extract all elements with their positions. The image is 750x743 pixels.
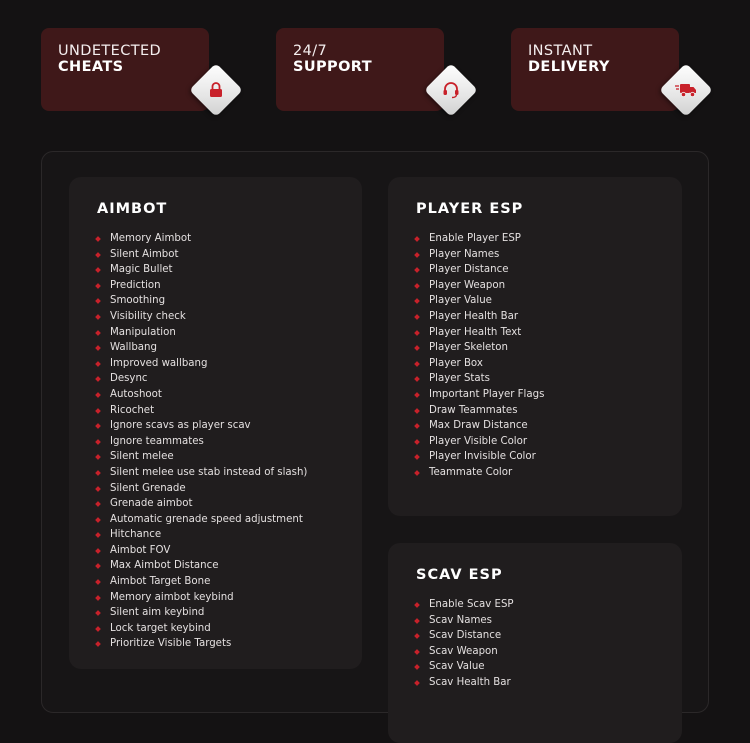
feature-list-item bbox=[96, 356, 307, 372]
bullet-icon bbox=[95, 392, 101, 398]
feature-label: Max Draw Distance bbox=[429, 420, 528, 432]
feature-list-item bbox=[96, 278, 307, 294]
bullet-icon bbox=[414, 423, 420, 429]
bullet-icon bbox=[95, 548, 101, 554]
bullet-icon bbox=[95, 532, 101, 538]
feature-list-item bbox=[415, 356, 544, 372]
feature-label: Important Player Flags bbox=[429, 388, 545, 400]
bullet-icon bbox=[414, 602, 420, 608]
feature-list-item bbox=[96, 325, 307, 341]
bullet-icon bbox=[95, 595, 101, 601]
feature-label: Aimbot Target Bone bbox=[110, 576, 211, 588]
feature-list-item bbox=[96, 558, 307, 574]
bullet-icon bbox=[95, 283, 101, 289]
feature-list-item bbox=[415, 387, 544, 403]
feature-label: Draw Teammates bbox=[429, 404, 518, 416]
bullet-icon bbox=[95, 517, 101, 523]
bullet-icon bbox=[414, 252, 420, 258]
feature-label: Player Health Bar bbox=[429, 310, 519, 322]
badge-line2: CHEATS bbox=[58, 59, 124, 75]
bullet-icon bbox=[95, 579, 101, 585]
feature-label: Silent Grenade bbox=[110, 482, 186, 494]
scav-esp-card bbox=[388, 543, 682, 743]
feature-label: Automatic grenade speed adjustment bbox=[110, 513, 303, 525]
feature-list-item bbox=[415, 644, 514, 660]
feature-label: Player Health Text bbox=[429, 326, 522, 338]
feature-label: Aimbot FOV bbox=[110, 544, 171, 556]
bullet-icon bbox=[414, 439, 420, 445]
feature-label: Player Names bbox=[429, 248, 500, 260]
feature-label: Improved wallbang bbox=[110, 357, 208, 369]
feature-list-item bbox=[415, 403, 544, 419]
bullet-icon bbox=[95, 501, 101, 507]
feature-label: Scav Distance bbox=[429, 630, 502, 642]
bullet-icon bbox=[95, 610, 101, 616]
bullet-icon bbox=[95, 345, 101, 351]
headset-icon bbox=[424, 63, 478, 117]
feature-list-item bbox=[415, 628, 514, 644]
feature-list-item bbox=[415, 293, 544, 309]
feature-list-item bbox=[415, 325, 544, 341]
feature-label: Ignore scavs as player scav bbox=[110, 420, 251, 432]
player-esp-list bbox=[415, 231, 544, 481]
feature-label: Magic Bullet bbox=[110, 264, 173, 276]
feature-list-item bbox=[415, 449, 544, 465]
feature-label: Player Value bbox=[429, 295, 492, 307]
feature-list-item bbox=[96, 481, 307, 497]
feature-label: Prioritize Visible Targets bbox=[110, 638, 232, 650]
feature-list-item bbox=[415, 613, 514, 629]
feature-list-item bbox=[415, 247, 544, 263]
feature-list-item bbox=[96, 403, 307, 419]
bullet-icon bbox=[414, 680, 420, 686]
feature-list-item bbox=[96, 340, 307, 356]
feature-list-item bbox=[96, 387, 307, 403]
bullet-icon bbox=[95, 330, 101, 336]
feature-label: Enable Player ESP bbox=[429, 233, 521, 244]
feature-label: Silent melee bbox=[110, 451, 174, 463]
feature-list-item bbox=[96, 512, 307, 528]
feature-list-item bbox=[415, 371, 544, 387]
bullet-icon bbox=[95, 564, 101, 570]
badge-line2: SUPPORT bbox=[293, 59, 373, 75]
feature-label: Player Invisible Color bbox=[429, 451, 536, 463]
feature-label: Grenade aimbot bbox=[110, 498, 193, 510]
feature-list-item bbox=[96, 590, 307, 606]
feature-list-item bbox=[415, 418, 544, 434]
bullet-icon bbox=[95, 642, 101, 648]
feature-list-item bbox=[415, 262, 544, 278]
feature-label: Memory aimbot keybind bbox=[110, 591, 234, 603]
feature-list-item bbox=[415, 465, 544, 481]
badge-line1: 24/7 bbox=[293, 43, 328, 59]
feature-list-item bbox=[96, 231, 307, 247]
feature-label: Lock target keybind bbox=[110, 622, 211, 634]
bullet-icon bbox=[414, 236, 420, 242]
bullet-icon bbox=[95, 626, 101, 632]
feature-list-item bbox=[96, 496, 307, 512]
delivery-truck-icon bbox=[659, 63, 713, 117]
feature-list-item bbox=[415, 659, 514, 675]
badge-line1: INSTANT bbox=[528, 43, 593, 59]
feature-label: Player Visible Color bbox=[429, 435, 528, 447]
feature-label: Player Skeleton bbox=[429, 342, 508, 354]
bullet-icon bbox=[414, 665, 420, 671]
feature-label: Ignore teammates bbox=[110, 435, 204, 447]
feature-list-item bbox=[96, 418, 307, 434]
feature-list-item bbox=[96, 527, 307, 543]
feature-list-item bbox=[96, 434, 307, 450]
bullet-icon bbox=[95, 236, 101, 242]
bullet-icon bbox=[95, 252, 101, 258]
badge-line1: UNDETECTED bbox=[58, 43, 162, 59]
bullet-icon bbox=[95, 314, 101, 320]
features-panel bbox=[41, 151, 709, 713]
aimbot-list bbox=[96, 231, 307, 652]
feature-badge-support bbox=[276, 28, 444, 111]
feature-label: Player Stats bbox=[429, 373, 490, 385]
bullet-icon bbox=[95, 408, 101, 414]
feature-label: Max Aimbot Distance bbox=[110, 560, 219, 572]
bullet-icon bbox=[414, 377, 420, 383]
feature-label: Wallbang bbox=[110, 342, 157, 354]
bullet-icon bbox=[414, 633, 420, 639]
feature-label: Enable Scav ESP bbox=[429, 599, 514, 610]
feature-list-item bbox=[96, 293, 307, 309]
bullet-icon bbox=[95, 299, 101, 305]
bullet-icon bbox=[414, 618, 420, 624]
feature-label: Autoshoot bbox=[110, 388, 162, 400]
feature-label: Silent aim keybind bbox=[110, 607, 205, 619]
bullet-icon bbox=[414, 649, 420, 655]
bullet-icon bbox=[95, 267, 101, 273]
feature-label: Player Distance bbox=[429, 264, 509, 276]
feature-label: Scav Weapon bbox=[429, 645, 498, 657]
bullet-icon bbox=[95, 470, 101, 476]
feature-list-item bbox=[96, 621, 307, 637]
bullet-icon bbox=[95, 361, 101, 367]
bullet-icon bbox=[414, 314, 420, 320]
feature-label: Teammate Color bbox=[429, 466, 513, 478]
bullet-icon bbox=[95, 439, 101, 445]
feature-label: Memory Aimbot bbox=[110, 233, 192, 244]
badge-line2: DELIVERY bbox=[528, 59, 610, 75]
feature-list-item bbox=[96, 574, 307, 590]
feature-label: Desync bbox=[110, 373, 148, 385]
feature-label: Smoothing bbox=[110, 295, 166, 307]
feature-list-item bbox=[96, 309, 307, 325]
feature-list-item bbox=[96, 262, 307, 278]
feature-list-item bbox=[415, 340, 544, 356]
bullet-icon bbox=[414, 454, 420, 460]
feature-list-item bbox=[96, 449, 307, 465]
feature-label: Player Weapon bbox=[429, 279, 506, 291]
feature-list-item bbox=[415, 309, 544, 325]
feature-list-item bbox=[415, 278, 544, 294]
bullet-icon bbox=[414, 361, 420, 367]
scav-esp-title: SCAV ESP bbox=[416, 567, 503, 583]
feature-badge-delivery bbox=[511, 28, 679, 111]
aimbot-card bbox=[69, 177, 362, 669]
bullet-icon bbox=[414, 330, 420, 336]
feature-list-item bbox=[96, 543, 307, 559]
feature-label: Ricochet bbox=[110, 404, 155, 416]
bullet-icon bbox=[414, 470, 420, 476]
bullet-icon bbox=[414, 408, 420, 414]
bullet-icon bbox=[414, 345, 420, 351]
aimbot-title: AIMBOT bbox=[97, 201, 168, 217]
feature-list-item bbox=[96, 371, 307, 387]
feature-label: Silent melee use stab instead of slash) bbox=[110, 466, 308, 478]
lock-icon bbox=[189, 63, 243, 117]
bullet-icon bbox=[95, 423, 101, 429]
bullet-icon bbox=[414, 299, 420, 305]
feature-label: Scav Health Bar bbox=[429, 676, 511, 688]
feature-list-item bbox=[96, 605, 307, 621]
bullet-icon bbox=[414, 267, 420, 273]
bullet-icon bbox=[414, 283, 420, 289]
feature-label: Silent Aimbot bbox=[110, 248, 179, 260]
feature-label: Visibility check bbox=[110, 310, 186, 322]
feature-list-item bbox=[415, 597, 514, 613]
feature-label: Prediction bbox=[110, 279, 161, 291]
feature-label: Scav Value bbox=[429, 661, 485, 673]
bullet-icon bbox=[95, 486, 101, 492]
feature-list-item bbox=[96, 247, 307, 263]
feature-label: Hitchance bbox=[110, 529, 162, 541]
player-esp-card bbox=[388, 177, 682, 516]
feature-list-item bbox=[415, 231, 544, 247]
feature-label: Player Box bbox=[429, 357, 483, 369]
player-esp-title: PLAYER ESP bbox=[416, 201, 524, 217]
feature-list-item bbox=[415, 434, 544, 450]
feature-label: Manipulation bbox=[110, 326, 176, 338]
feature-list-item bbox=[96, 465, 307, 481]
bullet-icon bbox=[95, 454, 101, 460]
bullet-icon bbox=[95, 377, 101, 383]
feature-list-item bbox=[415, 675, 514, 691]
feature-badge-undetected bbox=[41, 28, 209, 111]
feature-label: Scav Names bbox=[429, 614, 492, 626]
feature-list-item bbox=[96, 636, 307, 652]
scav-esp-list bbox=[415, 597, 514, 691]
bullet-icon bbox=[414, 392, 420, 398]
